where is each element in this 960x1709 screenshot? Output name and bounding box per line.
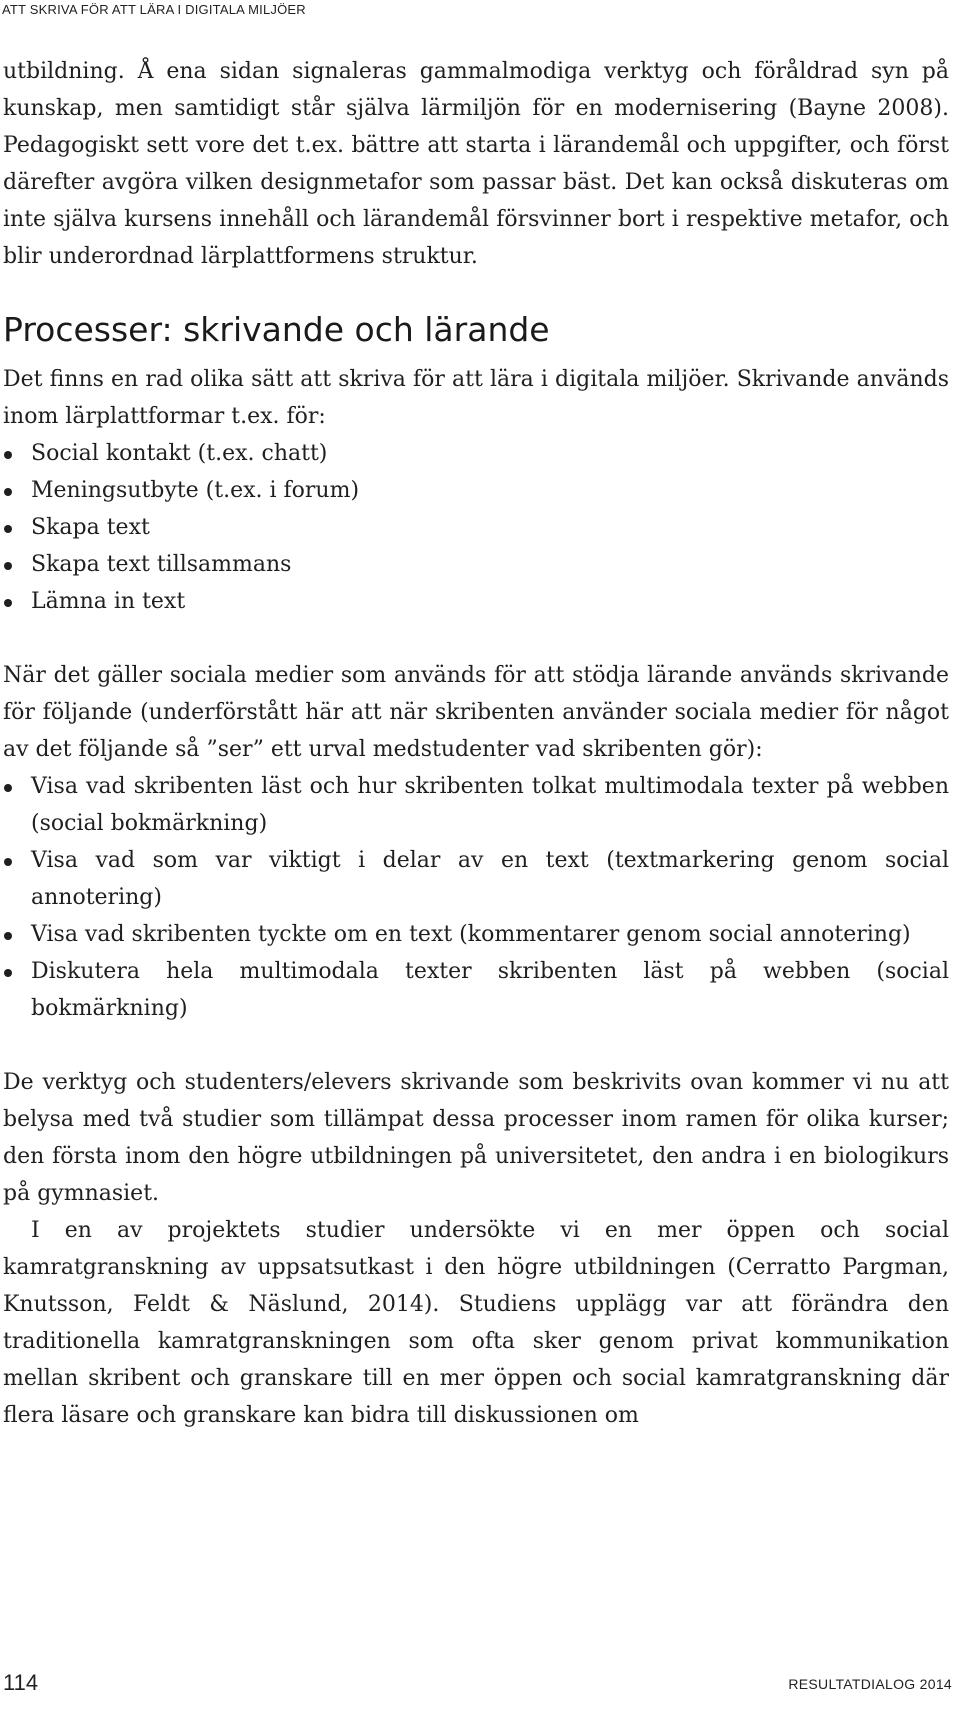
publication-footer: RESULTATDIALOG 2014 — [788, 1676, 952, 1692]
intro-paragraph: utbildning. Å ena sidan signaleras gammalmodiga verktyg och föråldrad syn på kunskap, men samtidigt står själva lärmiljön för en modernisering (Bayne 2008). Pedagogiskt sett vore det t.ex. bättre att starta i lärandemål och uppgifter, och först därefter avgöra vilken designmetafor som passar bäst. Det kan också diskuteras om inte själva kursens innehåll och lärandemål försvinner bort i respektive metafor, och blir underordnad lärplattformens struktur. — [3, 59, 949, 269]
list-item: Visa vad som var viktigt i delar av en text (textmarkering genom social annotering) — [3, 842, 949, 916]
list-item: Skapa text tillsammans — [3, 546, 949, 583]
studies-paragraph: De verktyg och studenters/elevers skrivande som beskrivits ovan kommer vi nu att belysa med två studier som tillämpat dessa processer inom ramen för olika kurser; den första inom den högre utbildningen på universitetet, den andra i en biologikurs på gymnasiet. — [3, 1070, 949, 1206]
section-heading: Processer: skrivande och lärande — [3, 310, 550, 349]
list-item: Skapa text — [3, 509, 949, 546]
list-item: Diskutera hela multimodala texter skribenten läst på webben (social bokmärkning) — [3, 953, 949, 1027]
page-body — [3, 53, 949, 1434]
lead-paragraph: Det finns en rad olika sätt att skriva för att lära i digitala miljöer. Skrivande används inom lärplattformar t.ex. för: — [3, 367, 949, 429]
writing-uses-list — [3, 435, 949, 620]
list-item: Visa vad skribenten läst och hur skribenten tolkat multimodala texter på webben (social bokmärkning) — [3, 768, 949, 842]
social-media-paragraph: När det gäller sociala medier som används för att stödja lärande används skrivande för följande (underförstått här att när skribenten använder sociala medier för något av det följande så ”ser” ett urval medstudenter vad skribenten gör): — [3, 663, 949, 762]
peer-review-paragraph: I en av projektets studier undersökte vi en mer öppen och social kamratgranskning av uppsatsutkast i den högre utbildningen (Cerratto Pargman, Knutsson, Feldt & Näslund, 2014). Studiens upplägg var att förändra den traditionella kamratgranskningen som ofta sker genom privat kommunikation mellan skribent och granskare till en mer öppen och social kamratgranskning där flera läsare och granskare kan bidra till diskussionen om — [3, 1218, 949, 1428]
page-number: 114 — [3, 1670, 39, 1695]
list-item: Social kontakt (t.ex. chatt) — [3, 435, 949, 472]
list-item: Visa vad skribenten tyckte om en text (kommentarer genom social annotering) — [3, 916, 949, 953]
list-item: Lämna in text — [3, 583, 949, 620]
social-media-uses-list — [3, 768, 949, 1027]
list-item: Meningsutbyte (t.ex. i forum) — [3, 472, 949, 509]
running-header: ATT SKRIVA FÖR ATT LÄRA I DIGITALA MILJÖER — [2, 2, 306, 17]
